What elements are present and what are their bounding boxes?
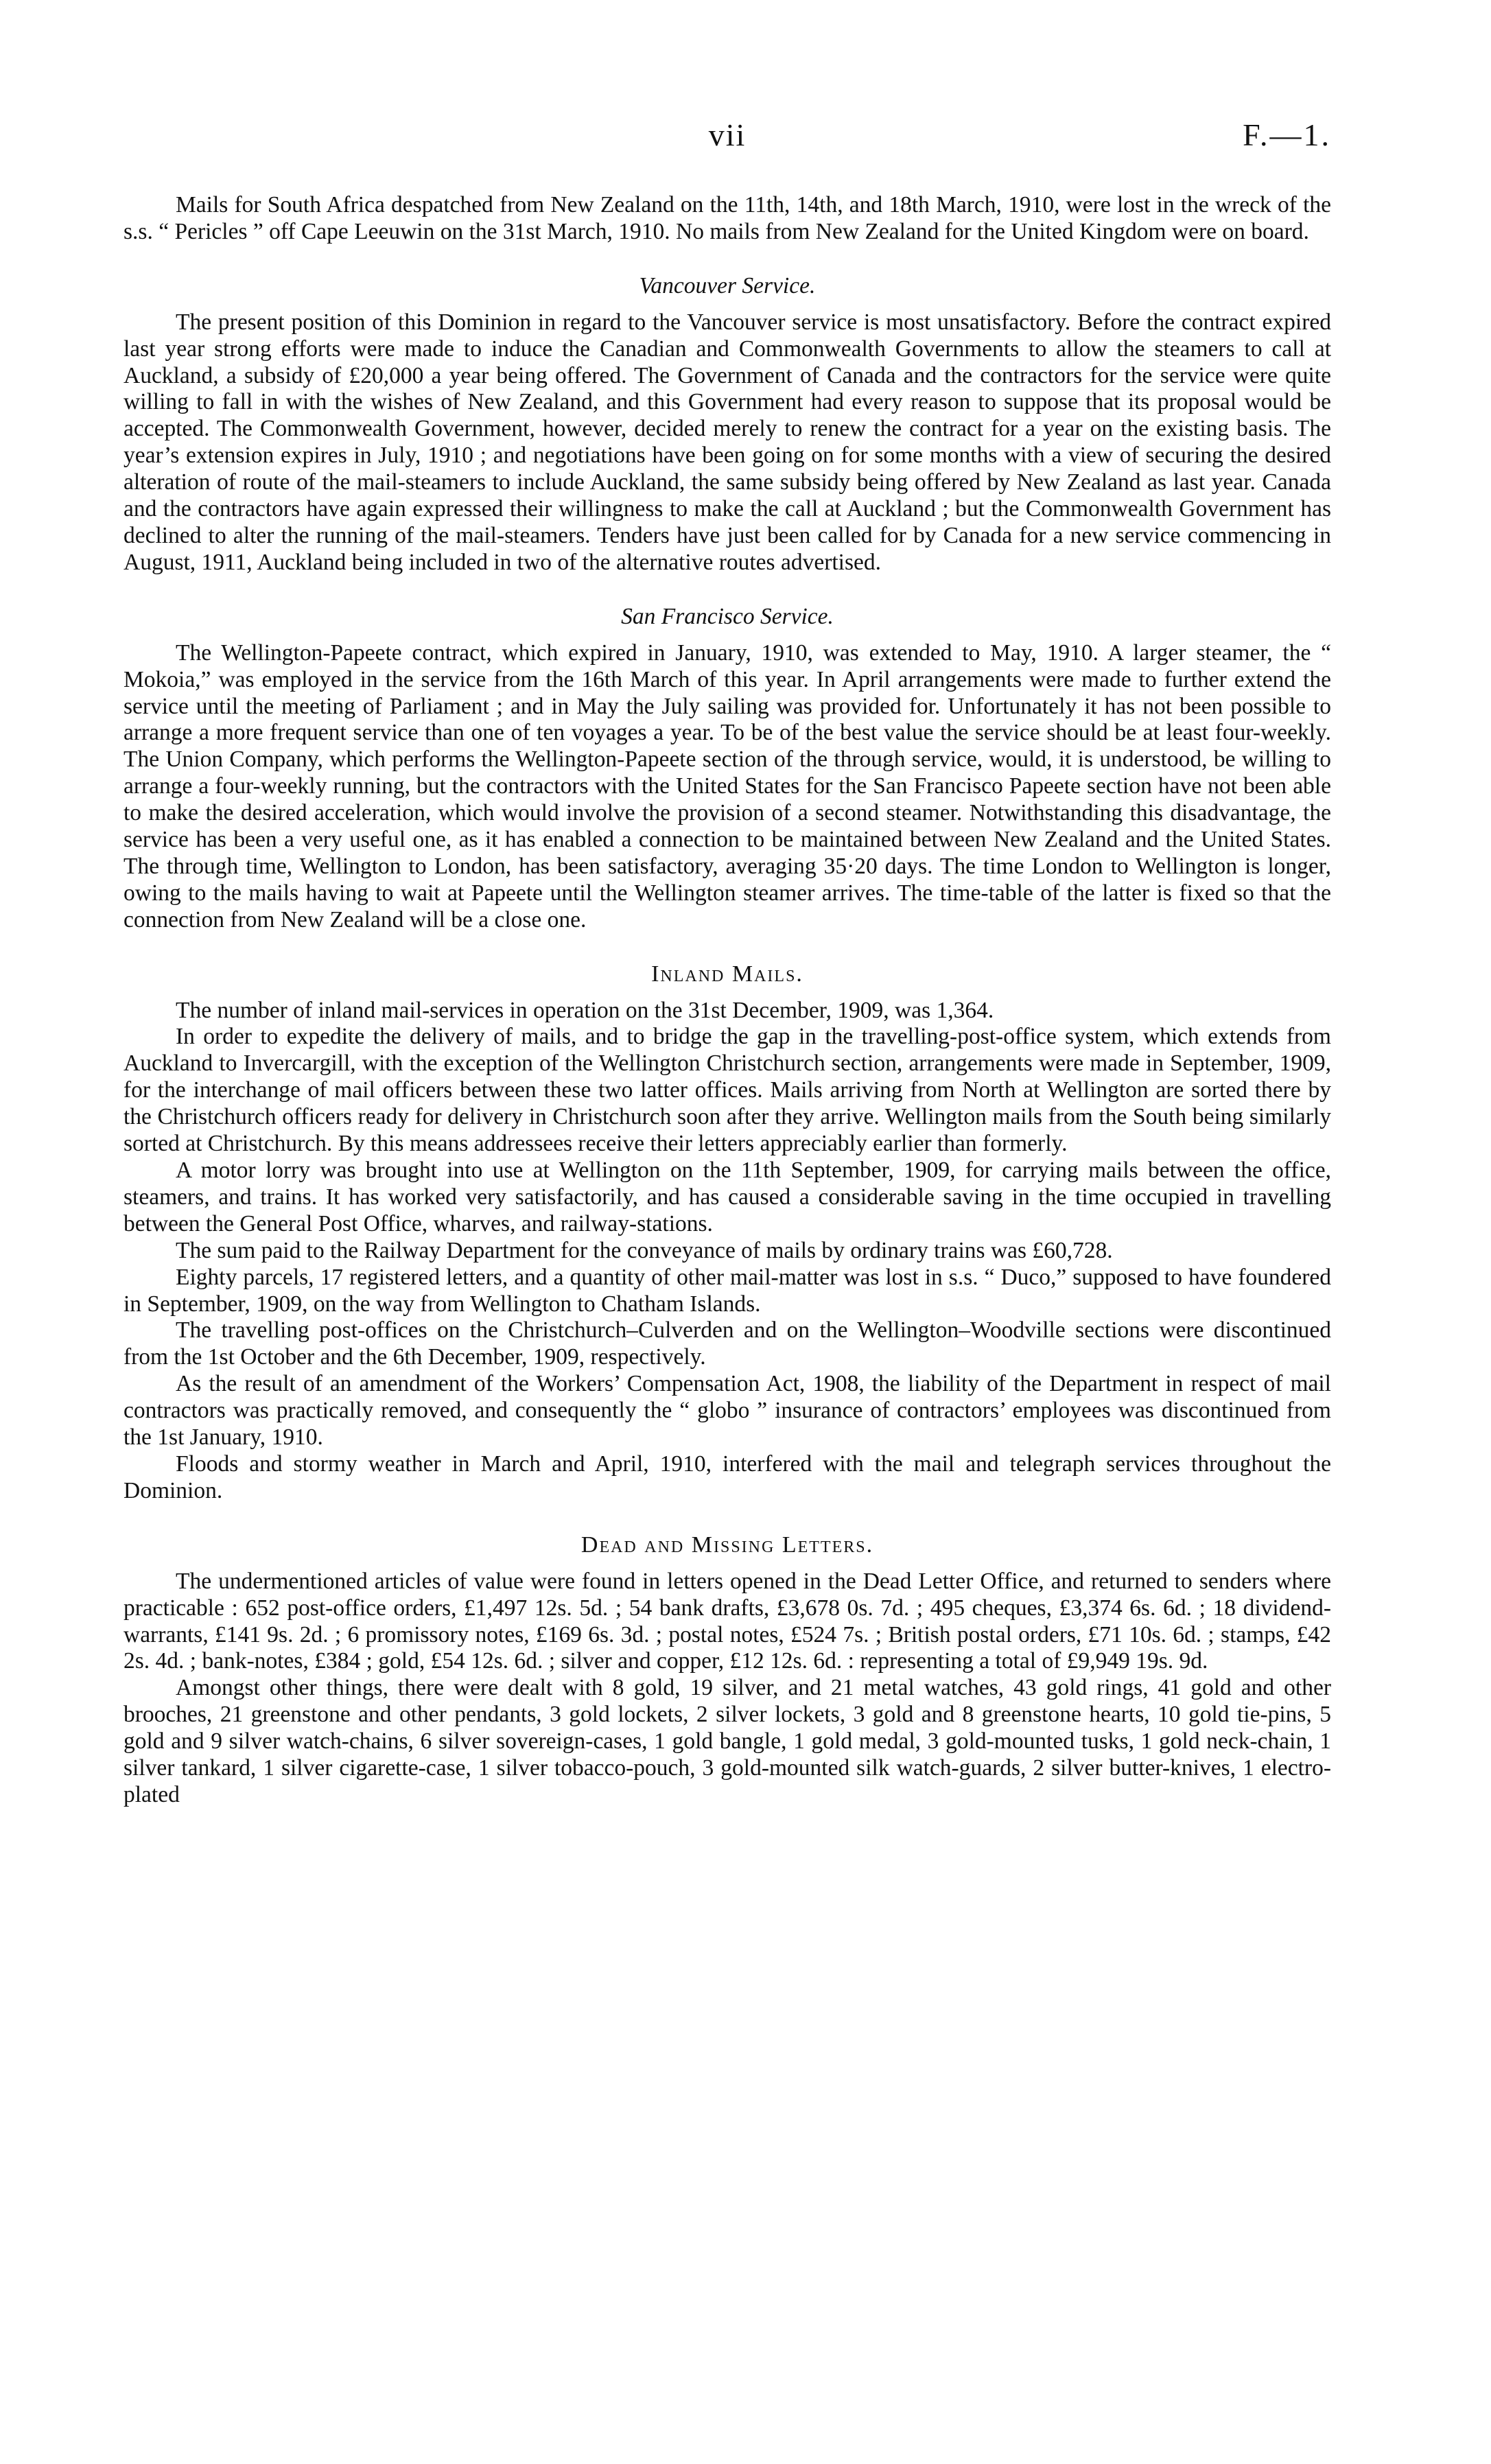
section-title-vancouver: Vancouver Service. bbox=[639, 272, 816, 298]
intro-paragraph: Mails for South Africa despatched from New Zealand on the 11th, 14th, and 18th March, 1910, were lost in the wreck of the s.s. “ Pericles ” off Cape Leeuwin on the 31st March, 1910. No mails from New Zealand for the United Kingdom were on board. bbox=[124, 192, 1331, 244]
inland-paragraph-3: A motor lorry was brought into use at Wellington on the 11th September, 1909, for carrying mails between the office, steamers, and trains. It has worked very satisfactorily, and has caused a considerable saving in the time occupied in travelling between the General Post Office, wharves, and railway-stations. bbox=[124, 1158, 1331, 1236]
dead-letters-paragraph-2: Amongst other things, there were dealt with 8 gold, 19 silver, and 21 metal watches, 43 gold rings, 41 gold and other brooches, 21 greenstone and other pendants, 3 gold lockets, 2 silver lockets, 3 gold and 8 greenstone hearts, 10 gold tie-pins, 5 gold and 9 silver watch-chains, 6 silver sovereign-cases, 1 gold bangle, 1 gold medal, 3 gold-mounted tusks, 1 gold neck-chain, 1 silver tankard, 1 silver cigarette-case, 1 silver tobacco-pouch, 3 gold-mounted silk watch-guards, 2 silver butter-knives, 1 electro-plated bbox=[124, 1675, 1331, 1807]
inland-paragraph-4: The sum paid to the Railway Department for the conveyance of mails by ordinary trains was £60,728. bbox=[176, 1237, 1113, 1263]
page-reference: F.—1. bbox=[1243, 117, 1331, 152]
section-title-san-francisco: San Francisco Service. bbox=[621, 603, 834, 629]
inland-paragraph-8: Floods and stormy weather in March and April, 1910, interfered with the mail and telegraph services throughout the Dominion. bbox=[124, 1451, 1331, 1503]
inland-paragraph-6: The travelling post-offices on the Christchurch–Culverden and on the Wellington–Woodville sections were discontinued from the 1st October and the 6th December, 1909, respectively. bbox=[124, 1317, 1331, 1370]
san-francisco-paragraph: The Wellington-Papeete contract, which expired in January, 1910, was extended to May, 1910. A larger steamer, the “ Mokoia,” was employed in the service from the 16th March of this year. In April arrangements were made to further extend the service until the meeting of Parliament ; and in May the July sailing was provided for. Unfortunately it has not been possible to arrange a more frequent service than one of ten voyages a year. To be of the best value the service should be at least four-weekly. The Union Company, which performs the Wellington-Papeete section of the through service, would, it is understood, be willing to arrange a four-weekly running, but the contractors with the United States for the San Francisco Papeete section have not been able to make the desired acceleration, which would involve the provision of a second steamer. Notwithstanding this disadvantage, the service has been a very useful one, as it has enabled a connection to be maintained between New Zealand and the United States. The through time, Wellington to London, has been satisfactory, averaging 35·20 days. The time London to Wellington is longer, owing to the mails having to wait at Papeete until the Wellington steamer arrives. The time-table of the latter is fixed so that the connection from New Zealand will be a close one. bbox=[124, 640, 1331, 932]
page-header bbox=[124, 117, 1331, 172]
section-title-dead-letters: Dead and Missing Letters. bbox=[580, 1532, 874, 1558]
dead-letters-paragraph-1: The undermentioned articles of value were found in letters opened in the Dead Letter Office, and returned to senders where practicable : 652 post-office orders, £1,497 12s. 5d. ; 54 bank drafts, £3,678 0s. 7d. ; 495 cheques, £3,374 6s. 6d. ; 18 dividend-warrants, £141 9s. 2d. ; 6 promissory notes, £169 6s. 3d. ; postal notes, £524 7s. ; British postal orders, £71 10s. 6d. ; stamps, £42 2s. 4d. ; bank-notes, £384 ; gold, £54 12s. 6d. ; silver and copper, £12 12s. 6d. : representing a total of £9,949 19s. 9d. bbox=[124, 1568, 1331, 1674]
vancouver-paragraph: The present position of this Dominion in regard to the Vancouver service is most unsatisfactory. Before the contract expired last year strong efforts were made to induce the Canadian and Commonwealth Governments to allow the steamers to call at Auckland, a subsidy of £20,000 a year being offered. The Government of Canada and the contractors for the service were quite willing to fall in with the wishes of New Zealand, and this Government had every reason to suppose that its proposal would be accepted. The Commonwealth Government, however, decided merely to renew the contract for a year on the existing basis. The year’s extension expires in July, 1910 ; and negotiations have been going on for some months with a view of securing the desired alteration of route of the mail-steamers to include Auckland, the same subsidy being offered by New Zealand as last year. Canada and the contractors have again expressed their willingness to make the call at Auckland ; but the Commonwealth Government has declined to alter the running of the mail-steamers. Tenders have just been called for by Canada for a new service commencing in August, 1911, Auckland being included in two of the alternative routes advertised. bbox=[124, 309, 1331, 575]
inland-paragraph-1: The number of inland mail-services in operation on the 31st December, 1909, was 1,364. bbox=[176, 997, 994, 1023]
document-body bbox=[124, 192, 1331, 1809]
section-title-inland-mails: Inland Mails. bbox=[651, 961, 803, 987]
inland-paragraph-7: As the result of an amendment of the Workers’ Compensation Act, 1908, the liability of the Department in respect of mail contractors was practically removed, and consequently the “ globo ” insurance of contractors’ employees was discontinued from the 1st January, 1910. bbox=[124, 1371, 1331, 1451]
document-page bbox=[124, 117, 1331, 1809]
inland-paragraph-2: In order to expedite the delivery of mails, and to bridge the gap in the travelling-post-office system, which extends from Auckland to Invercargill, with the exception of the Wellington Christchurch section, arrangements were made in September, 1909, for the interchange of mail officers between these two latter offices. Mails arriving from North at Wellington are sorted there by the Christchurch officers ready for delivery in Christchurch soon after they arrive. Wellington mails from the South being similarly sorted at Christchurch. By this means addressees receive their letters appreciably earlier than formerly. bbox=[124, 1024, 1331, 1157]
inland-paragraph-5: Eighty parcels, 17 registered letters, and a quantity of other mail-matter was lost in s.s. “ Duco,” supposed to have foundered in September, 1909, on the way from Wellington to Chatham Islands. bbox=[124, 1264, 1331, 1317]
page-number: vii bbox=[708, 117, 747, 152]
